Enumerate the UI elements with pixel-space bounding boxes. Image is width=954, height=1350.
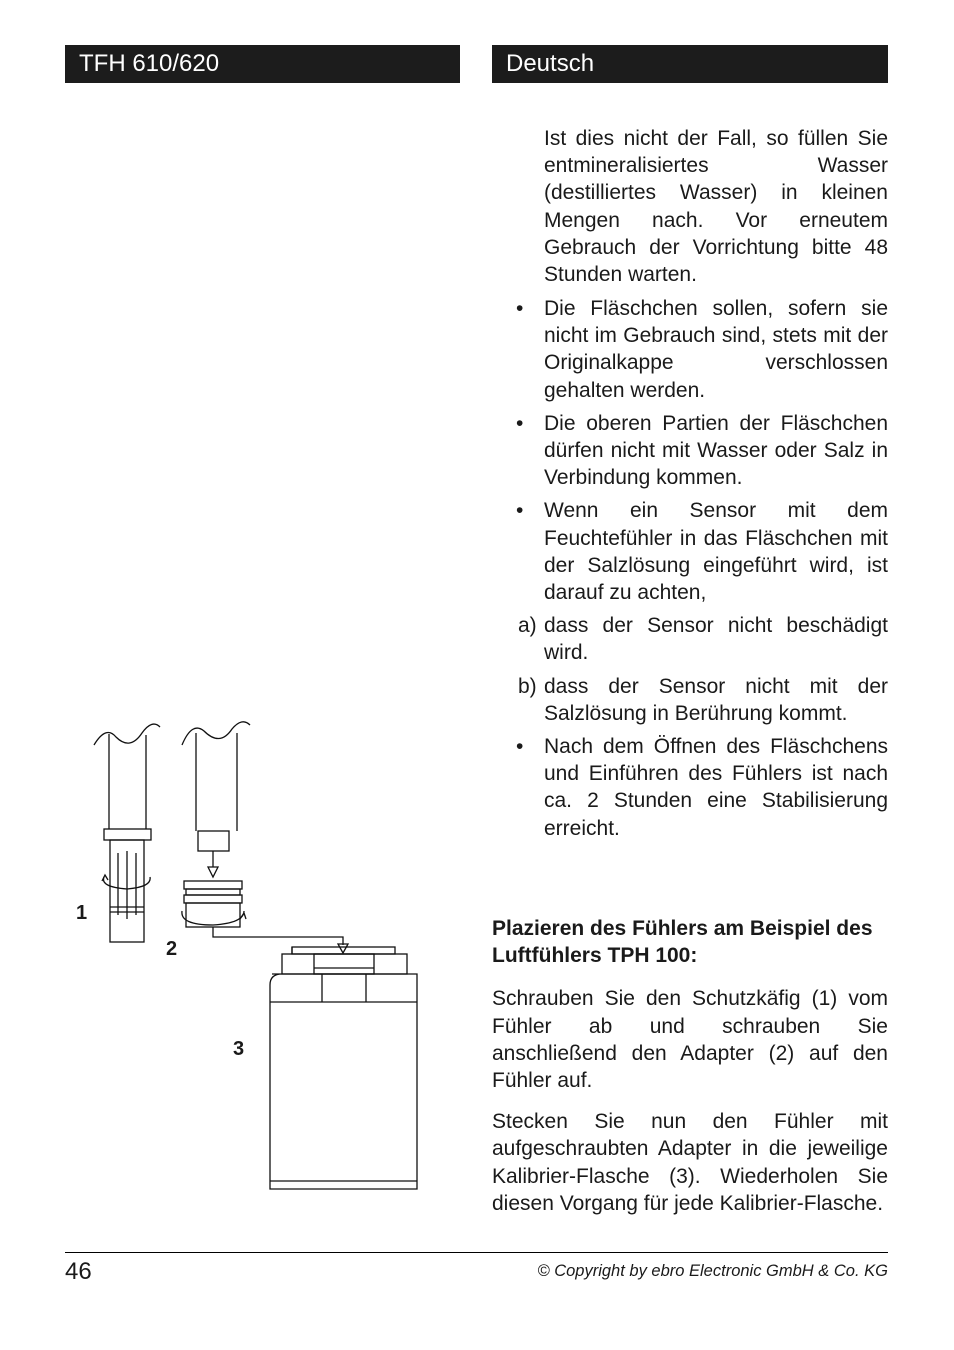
bullet-marker: •	[516, 411, 524, 435]
list-item	[492, 733, 888, 842]
page-number: 46	[65, 1258, 92, 1285]
list-item-text: Wenn ein Sensor mit dem Feuchtefühler in das Fläschchen mit der Salzlösung eingeführt wird, ist darauf zu achten,	[544, 499, 888, 605]
list-item	[492, 295, 888, 404]
letter-marker: b)	[518, 674, 537, 698]
copyright-notice: © Copyright by ebro Electronic GmbH & Co. KG	[537, 1262, 888, 1280]
figure-label-1: 1	[76, 902, 88, 924]
sensor-assembly-figure	[60, 715, 440, 1205]
figure-label-3: 3	[233, 1038, 245, 1060]
section-paragraph: Stecken Sie nun den Fühler mit aufgeschraubten Adapter in die jeweilige Kalibrier-Flasche (3). Wiederholen Sie diesen Vorgang für jede Kalibrier-Flasche.	[492, 1110, 888, 1215]
list-item-text: dass der Sensor nicht beschädigt wird.	[544, 614, 888, 665]
bullet-marker: •	[516, 499, 524, 523]
placement-section	[492, 915, 888, 1231]
bullet-marker: •	[516, 297, 524, 320]
bullet-marker: •	[516, 735, 524, 759]
section-heading: Plazieren des Fühlers am Beispiel des Luftfühlers TPH 100:	[492, 917, 873, 968]
figure-label-2: 2	[166, 938, 178, 960]
letter-marker: a)	[518, 614, 537, 638]
intro-paragraph-block	[492, 125, 888, 288]
list-item	[492, 673, 888, 727]
list-item-text: Nach dem Öffnen des Fläschchens und Einführen des Fühlers ist nach ca. 2 Stunden eine Stabilisierung erreicht.	[544, 735, 888, 840]
header-language-title: Deutsch	[492, 45, 888, 83]
list-item	[492, 612, 888, 666]
list-item-text: Die Fläschchen sollen, sofern sie nicht im Gebrauch sind, stets mit der Originalkappe verschlossen gehalten werden.	[544, 297, 888, 402]
intro-paragraph: Ist dies nicht der Fall, so füllen Sie entmineralisiertes Wasser (destilliertes Wasser) in kleinen Mengen nach. Vor erneutem Gebrauch der Vorrichtung bitte 48 Stunden warten.	[544, 127, 888, 287]
instruction-list	[492, 295, 888, 848]
list-item	[492, 497, 888, 606]
section-paragraph: Schrauben Sie den Schutzkäfig (1) vom Fühler ab und schrauben Sie anschließend den Adapter (2) auf den Fühler auf.	[492, 987, 888, 1093]
list-item-text: Die oberen Partien der Fläschchen dürfen nicht mit Wasser oder Salz in Verbindung kommen.	[544, 411, 888, 490]
header-left-title: TFH 610/620	[65, 45, 460, 83]
list-item-text: dass der Sensor nicht mit der Salzlösung in Berührung kommt.	[544, 674, 888, 725]
footer-divider	[65, 1252, 888, 1253]
list-item	[492, 410, 888, 492]
